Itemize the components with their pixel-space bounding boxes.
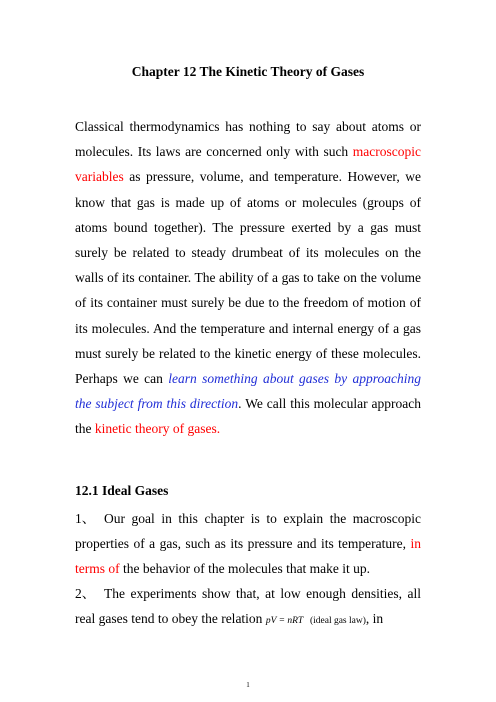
section-heading: 12.1 Ideal Gases — [75, 483, 169, 498]
list-item-1-text-a: Our goal in this chapter is to explain the macroscopic properties of a gas, such as its pressure and its temperature, — [75, 511, 421, 552]
highlight-approach-sentence: learn something about gases by approaching the subject from this direction — [75, 371, 421, 412]
highlight-in-terms-of: in terms of — [75, 536, 421, 577]
list-item-2 — [75, 581, 421, 634]
intro-text-3: . We call this molecular approach the — [75, 396, 421, 437]
highlight-kinetic-theory: kinetic theory of gases. — [94, 421, 221, 437]
ideal-gas-law-note: (ideal gas law) — [309, 616, 366, 627]
list-item-2-text-b: , in — [365, 611, 384, 627]
intro-text-2: as pressure, volume, and temperature. However, we know that gas is made up of atoms or molecules (groups of atoms bound together). The pressure exerted by a gas must surely be related to steady drumbeat of its molecules on the walls of its container. The ability of a gas to take on the volume of its container must surely be due to the freedom of motion of its molecules. And the temperature and internal energy of a gas must surely be related to the kinetic energy of these molecules. Perhaps we can — [75, 169, 421, 387]
intro-text-1: Classical thermodynamics has nothing to say about atoms or molecules. Its laws are concerned only with such — [75, 119, 421, 160]
list-item-2-number: 2、 — [75, 586, 96, 601]
page-number: 1 — [246, 681, 250, 689]
ideal-gas-equation: pV = nRT — [265, 616, 304, 627]
list-item-1-text-b: the behavior of the molecules that make it up. — [119, 561, 371, 577]
chapter-title: Chapter 12 The Kinetic Theory of Gases — [131, 64, 365, 79]
list-item-1-number: 1、 — [75, 511, 96, 526]
list-item-1 — [75, 506, 421, 582]
list-item-2-text-a: The experiments show that, at low enough densities, all real gases tend to obey the relation — [75, 586, 421, 627]
intro-paragraph — [75, 114, 421, 442]
highlight-macroscopic-variables: macroscopic variables — [75, 144, 421, 185]
